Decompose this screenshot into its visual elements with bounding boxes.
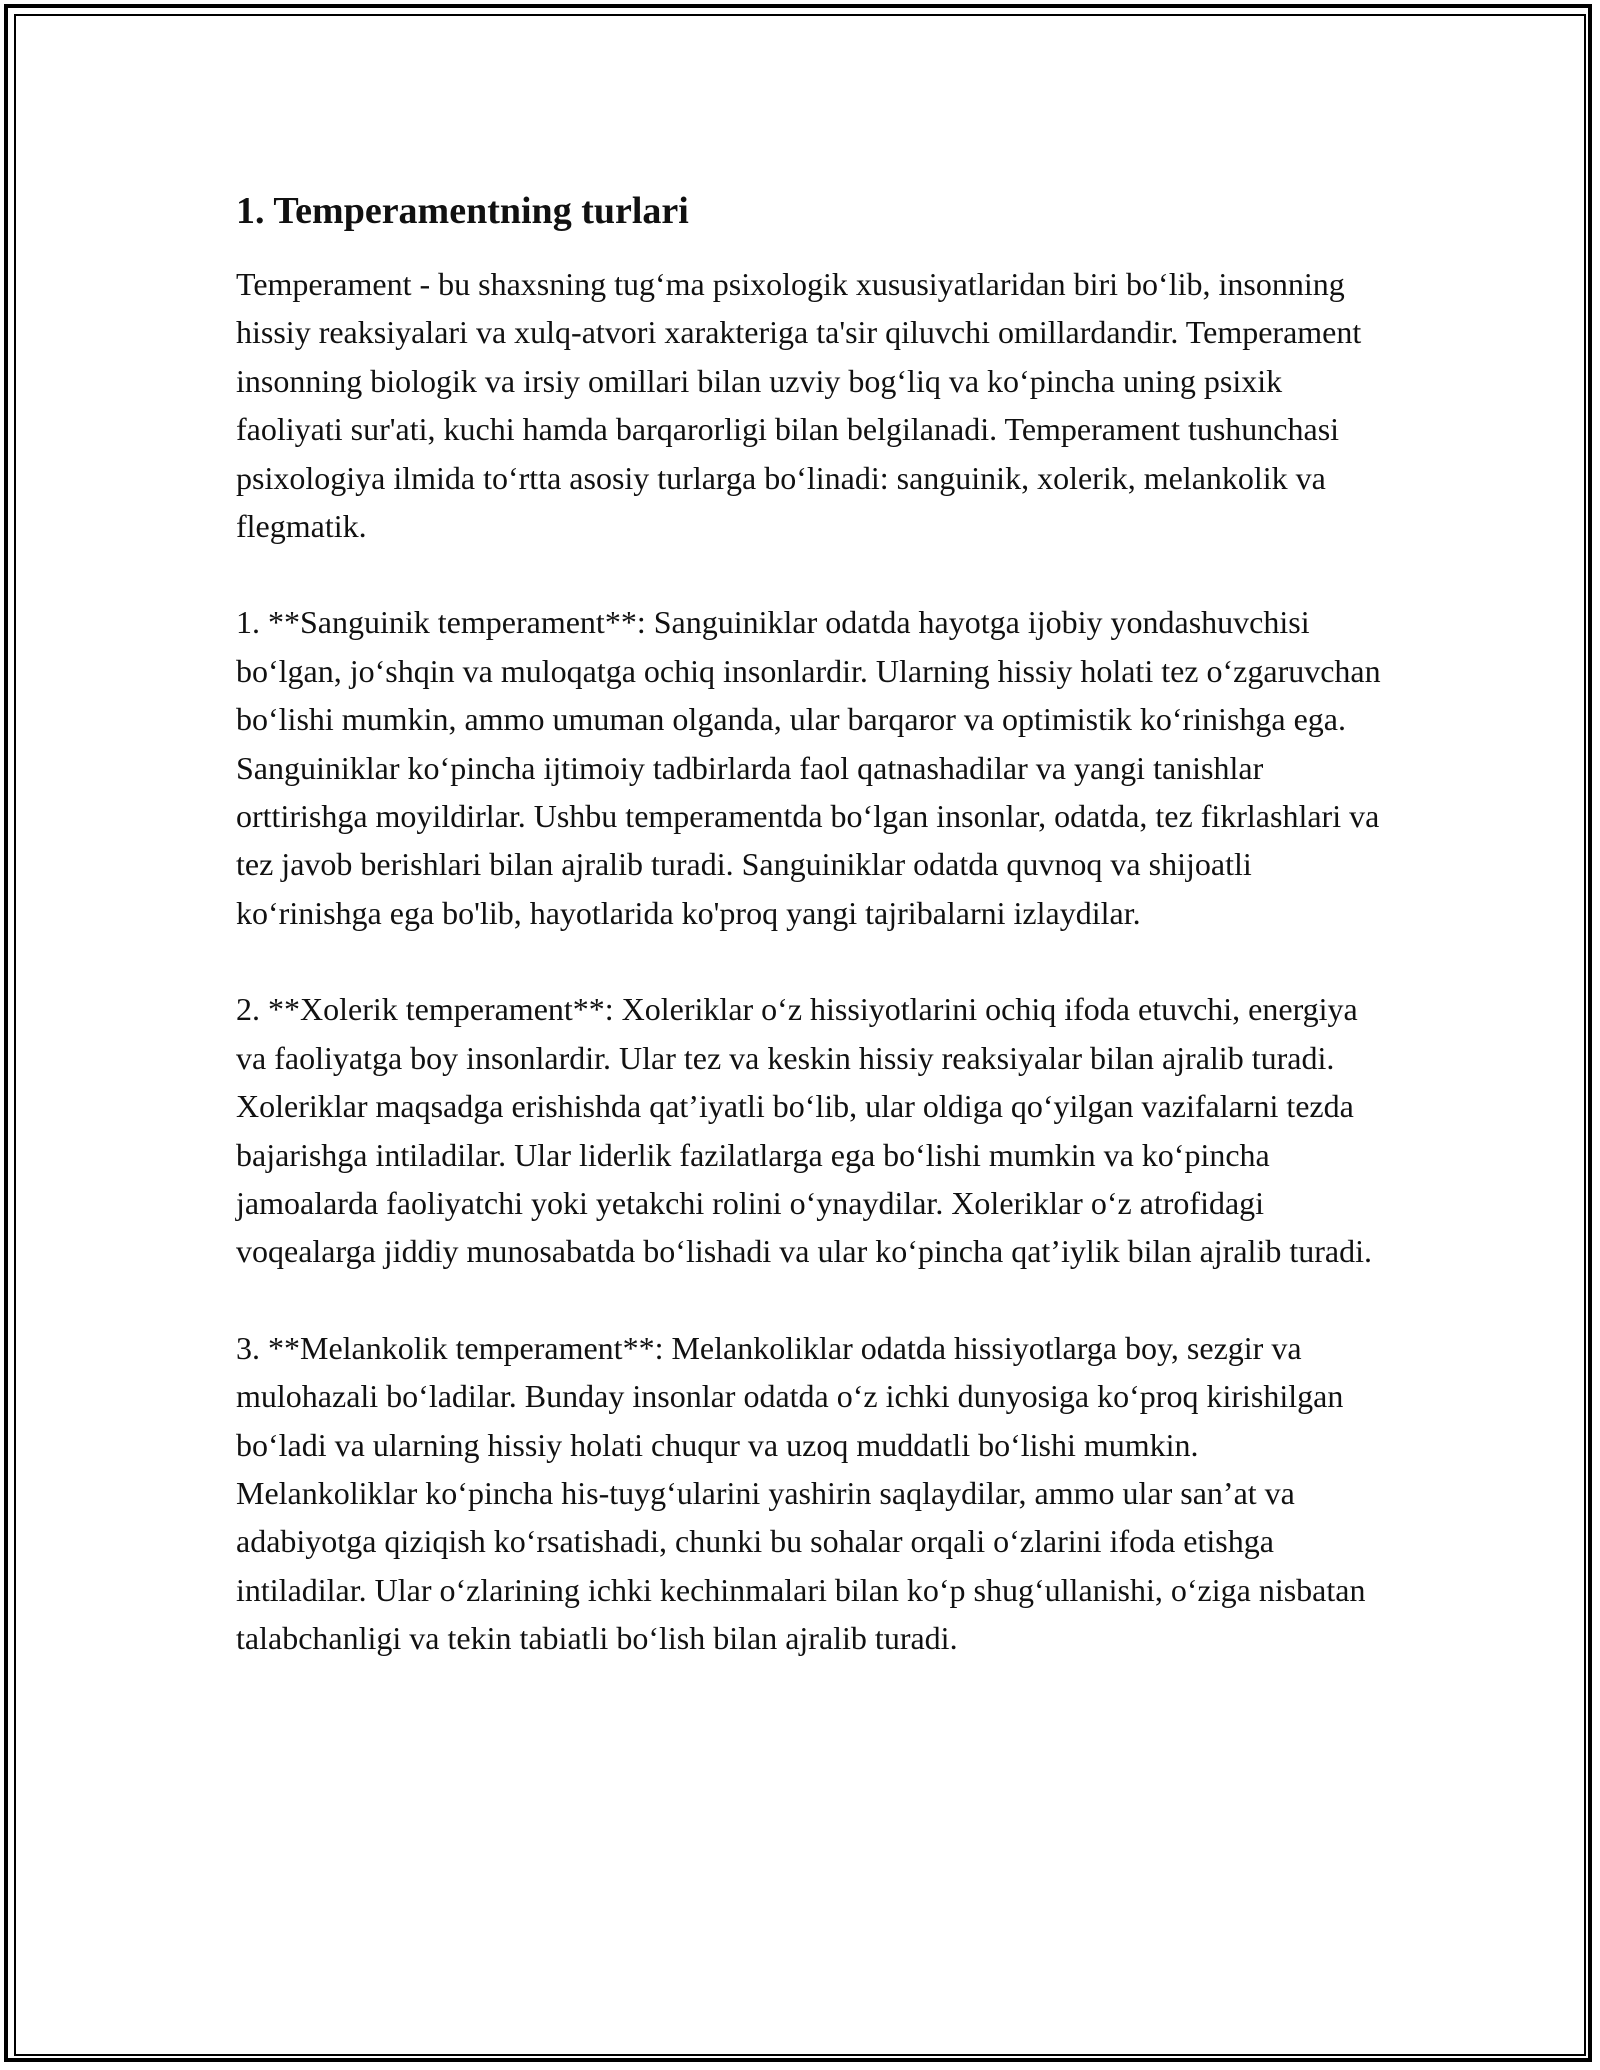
sanguinik-paragraph: 1. **Sanguinik temperament**: Sanguiniklar odatda hayotga ijobiy yondashuvchisi bo‘lgan, jo‘shqin va muloqatga ochiq insonlardir. Ularning hissiy holati tez o‘zgaruvchan bo‘lishi mumkin, ammo umuman olganda, ular barqaror va optimistik ko‘rinishga ega. Sanguiniklar ko‘pincha ijtimoiy tadbirlarda faol qatnashadilar va yangi tanishlar orttirishga moyildirlar. Ushbu temperamentda bo‘lgan insonlar, odatda, tez fikrlashlari va tez javob berishlari bilan ajralib turadi. Sanguiniklar odatda quvnoq va shijoatli ko‘rinishga ega bo'lib, hayotlarida ko'proq yangi tajribalarni izlaydilar. — [236, 604, 1381, 931]
melankolik-paragraph: 3. **Melankolik temperament**: Melankoliklar odatda hissiyotlarga boy, sezgir va mulohazali bo‘ladilar. Bunday insonlar odatda o‘z ichki dunyosiga ko‘proq kirishilgan bo‘ladi va ularning hissiy holati chuqur va uzoq muddatli bo‘lishi mumkin. Melankoliklar ko‘pincha his-tuyg‘ularini yashirin saqlaydilar, ammo ular san’at va adabiyotga qiziqish ko‘rsatishadi, chunki bu sohalar orqali o‘zlarini ifoda etishga intiladilar. Ular o‘zlarining ichki kechinmalari bilan ko‘p shug‘ullanishi, o‘ziga nisbatan talabchanligi va tekin tabiatli bo‘lish bilan ajralib turadi. — [236, 1329, 1366, 1657]
page-title: 1. Temperamentning turlari — [236, 190, 689, 232]
document-body — [236, 186, 1386, 1663]
xolerik-paragraph: 2. **Xolerik temperament**: Xoleriklar o‘z hissiyotlarini ochiq ifoda etuvchi, energiya va faoliyatga boy insonlardir. Ular tez va keskin hissiy reaksiyalar bilan ajralib turadi. Xoleriklar maqsadga erishishda qat’iyatli bo‘lib, ular oldiga qo‘yilgan vazifalarni tezda bajarishga intiladilar. Ular liderlik fazilatlarga ega bo‘lishi mumkin va ko‘pincha jamoalarda faoliyatchi yoki yetakchi rolini o‘ynaydilar. Xoleriklar o‘z atrofidagi voqealarga jiddiy munosabatda bo‘lishadi va ular ko‘pincha qat’iylik bilan ajralib turadi. — [236, 991, 1372, 1270]
intro-paragraph: Temperament - bu shaxsning tug‘ma psixologik xususiyatlaridan biri bo‘lib, insonning hissiy reaksiyalari va xulq-atvori xarakteriga ta'sir qiluvchi omillardandir. Temperament insonning biologik va irsiy omillari bilan uzviy bog‘liq va ko‘pincha uning psixik faoliyati sur'ati, kuchi hamda barqarorligi bilan belgilanadi. Temperament tushunchasi psixologiya ilmida to‘rtta asosiy turlarga bo‘linadi: sanguinik, xolerik, melankolik va flegmatik. — [236, 266, 1362, 545]
